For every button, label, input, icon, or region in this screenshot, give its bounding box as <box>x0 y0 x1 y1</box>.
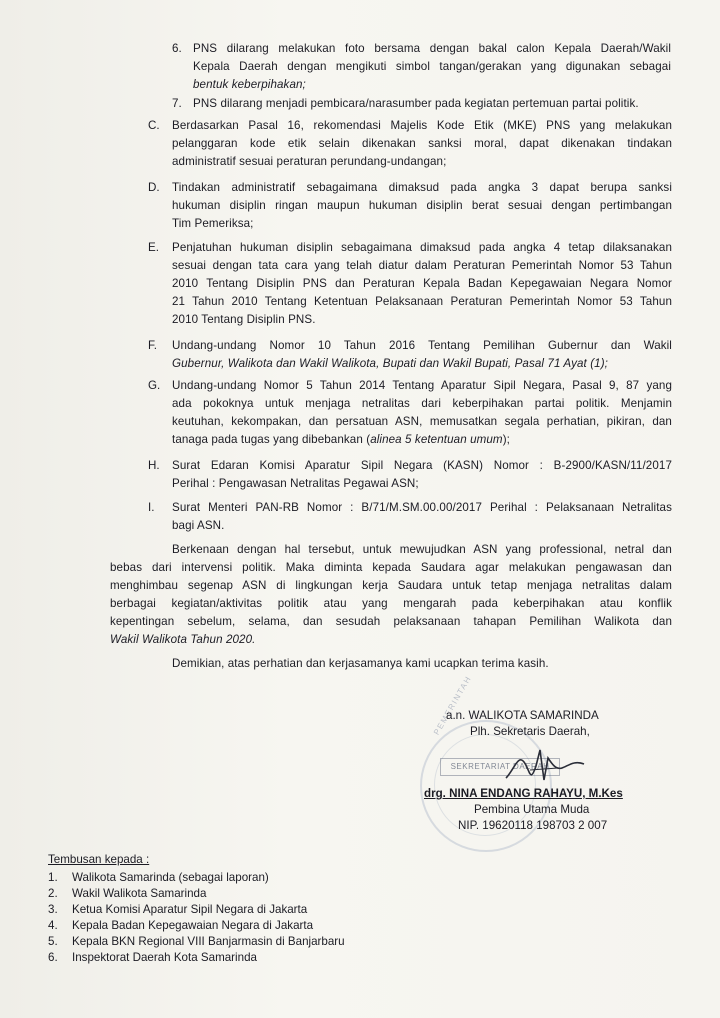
signature-position: Plh. Sekretaris Daerah, <box>470 725 590 738</box>
point-label-d: D. <box>148 181 160 194</box>
stamp-label: SEKRETARIAT DAERAH <box>440 758 560 776</box>
point-d-line-3: Tim Pemeriksa; <box>172 217 254 230</box>
tembusan-item: Wakil Walikota Samarinda <box>72 887 207 900</box>
tembusan-item: Ketua Komisi Aparatur Sipil Negara di Jakarta <box>72 903 308 916</box>
item6-line-1: PNS dilarang melakukan foto bersama dengan bakal calon Kepala Daerah/Wakil <box>193 42 671 55</box>
point-label-g: G. <box>148 379 161 392</box>
point-c-line-2: pelanggaran kode etik selain dikenakan sanksi moral, dapat dikenakan tindakan <box>172 137 672 150</box>
point-label-f: F. <box>148 339 158 352</box>
tembusan-item: Kepala BKN Regional VIII Banjarmasin di Banjarbaru <box>72 935 345 948</box>
point-d-line-1: Tindakan administratif sebagaimana dimaksud pada angka 3 dapat berupa sanksi <box>172 181 672 194</box>
closing-line-4: berbagai kegiatan/aktivitas politik atau yang mengarah pada keberpihakan atau konflik <box>110 597 672 610</box>
item6-line-3: bentuk keberpihakan; <box>193 78 306 91</box>
seal-text: PEMERINTAH <box>432 674 474 737</box>
item6-line-2: Kepala Daerah dengan mengikuti simbol tangan/gerakan yang digunakan sebagai <box>193 60 671 73</box>
closing-line-5: kepentingan sebelum, selama, dan sesudah pelaksanaan tahapan Pemilihan Walikota dan <box>110 615 672 628</box>
point-label-c: C. <box>148 119 160 132</box>
point-g-line-3: keutuhan, kekompakan, dan persatuan ASN, memusatkan segala perhatian, pikiran, dan <box>172 415 672 428</box>
signature-on-behalf: a.n. WALIKOTA SAMARINDA <box>446 709 599 722</box>
closing-thanks: Demikian, atas perhatian dan kerjasamanya kami ucapkan terima kasih. <box>172 657 549 670</box>
closing-line-3: menghimbau segenap ASN di lingkungan kerja Saudara untuk tetap menjaga netralitas dalam <box>110 579 672 592</box>
point-c-line-1: Berdasarkan Pasal 16, rekomendasi Majelis Kode Etik (MKE) PNS yang melakukan <box>172 119 672 132</box>
signatory-rank: Pembina Utama Muda <box>474 803 590 816</box>
closing-line-1: Berkenaan dengan hal tersebut, untuk mewujudkan ASN yang professional, netral dan <box>172 543 672 556</box>
tembusan-item: Walikota Samarinda (sebagai laporan) <box>72 871 269 884</box>
signatory-nip: NIP. 19620118 198703 2 007 <box>458 819 608 832</box>
handwritten-signature <box>500 740 590 790</box>
tembusan-item-number: 3. <box>48 903 58 916</box>
point-g-italic-ref: alinea 5 ketentuan umum <box>370 433 503 446</box>
tembusan-item-number: 2. <box>48 887 58 900</box>
tembusan-item-number: 5. <box>48 935 58 948</box>
signatory-name: drg. NINA ENDANG RAHAYU, M.Kes <box>424 787 623 800</box>
point-f-line-1: Undang-undang Nomor 10 Tahun 2016 Tentang Pemilihan Gubernur dan Wakil <box>172 339 672 352</box>
item-number: 7. <box>172 97 182 110</box>
point-h-line-2: Perihal : Pengawasan Netralitas Pegawai ASN; <box>172 477 419 490</box>
item7-line-1: PNS dilarang menjadi pembicara/narasumber pada kegiatan pertemuan partai politik. <box>193 97 639 110</box>
tembusan-item-number: 1. <box>48 871 58 884</box>
tembusan-item: Inspektorat Daerah Kota Samarinda <box>72 951 257 964</box>
point-f-line-2: Gubernur, Walikota dan Wakil Walikota, Bupati dan Wakil Bupati, Pasal 71 Ayat (1); <box>172 357 608 370</box>
point-g-line-2: ada pokoknya untuk menjaga netralitas dari keberpihakan partai politik. Menjamin <box>172 397 672 410</box>
tembusan-item-number: 6. <box>48 951 58 964</box>
item-number: 6. <box>172 42 182 55</box>
point-e-line-3: 2010 Tentang Disiplin PNS dan Peraturan Kepala Badan Kepegawaian Negara Nomor <box>172 277 672 290</box>
point-e-line-4: 21 Tahun 2010 Tentang Ketentuan Pelaksanaan Peraturan Pemerintah Nomor 53 Tahun <box>172 295 672 308</box>
tembusan-item-number: 4. <box>48 919 58 932</box>
point-i-line-1: Surat Menteri PAN-RB Nomor : B/71/M.SM.00.00/2017 Perihal : Pelaksanaan Netralitas <box>172 501 672 514</box>
tembusan-item: Kepala Badan Kepegawaian Negara di Jakarta <box>72 919 314 932</box>
point-label-h: H. <box>148 459 160 472</box>
point-e-line-2: sesuai dengan tata cara yang telah diatur dalam Peraturan Pemerintah Nomor 53 Tahun <box>172 259 672 272</box>
point-d-line-2: hukuman disiplin ringan maupun hukuman disiplin berat sesuai dengan pertimbangan <box>172 199 672 212</box>
closing-last-line: Wakil Walikota Tahun 2020. <box>110 633 256 646</box>
point-h-line-1: Surat Edaran Komisi Aparatur Sipil Negara (KASN) Nomor : B-2900/KASN/11/2017 <box>172 459 672 472</box>
tembusan-heading: Tembusan kepada : <box>48 853 150 866</box>
closing-line-2: bebas dari intervensi politik. Maka diminta kepada Saudara agar melakukan pengawasan dan <box>110 561 672 574</box>
point-g-line-4-suffix: ); <box>502 433 510 446</box>
point-e-line-5: 2010 Tentang Disiplin PNS. <box>172 313 316 326</box>
point-g-line-1: Undang-undang Nomor 5 Tahun 2014 Tentang Aparatur Sipil Negara, Pasal 9, 87 yang <box>172 379 672 392</box>
point-g-line-4 <box>172 432 510 447</box>
point-e-line-1: Penjatuhan hukuman disiplin sebagaimana dimaksud pada angka 4 tetap dilaksanakan <box>172 241 672 254</box>
point-g-line-4-prefix: tanaga pada tugas yang dibebankan ( <box>172 433 371 446</box>
point-i-line-2: bagi ASN. <box>172 519 225 532</box>
point-label-e: E. <box>148 241 159 254</box>
point-c-line-3: administratif sesuai peraturan perundang-undangan; <box>172 155 447 168</box>
point-label-i: I. <box>148 501 155 514</box>
